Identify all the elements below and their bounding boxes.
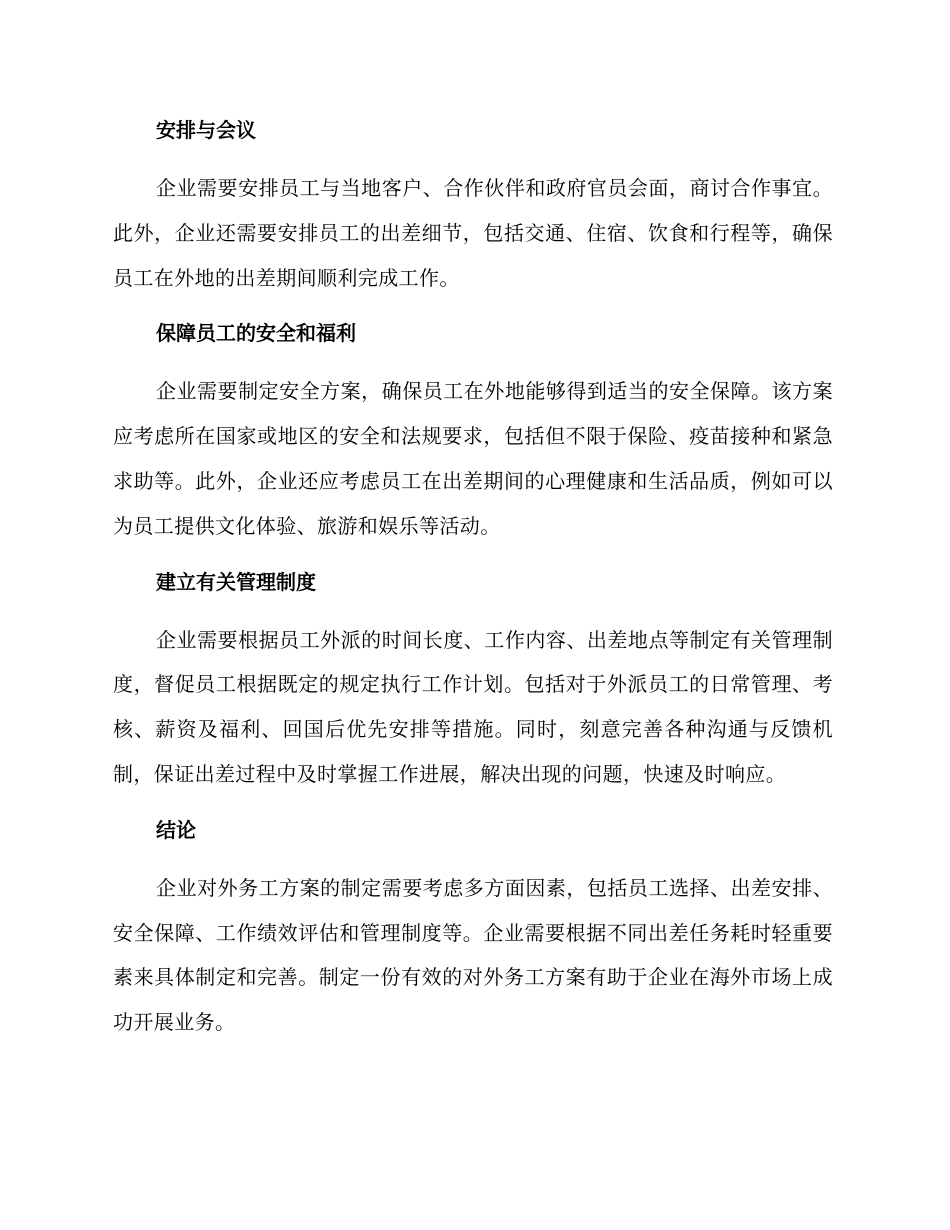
section-paragraph-safety-welfare: 企业需要制定安全方案，确保员工在外地能够得到适当的安全保障。该方案应考虑所在国家或地区的安全和法规要求，包括但不限于保险、疫苗接种和紧急求助等。此外，企业还应考虑员工在出差期间的心理健康和生活品质，例如可以为员工提供文化体验、旅游和娱乐等活动。 [113,379,833,538]
document-page [113,111,833,1045]
section-heading-management-system: 建立有关管理制度 [156,569,316,594]
section-heading-conclusion: 结论 [156,817,196,842]
section-paragraph-arrangements: 企业需要安排员工与当地客户、合作伙伴和政府官员会面，商讨合作事宜。此外，企业还需要安排员工的出差细节，包括交通、住宿、饮食和行程等，确保员工在外地的出差期间顺利完成工作。 [113,176,833,290]
section-paragraph-conclusion: 企业对外务工方案的制定需要考虑多方面因素，包括员工选择、出差安排、安全保障、工作绩效评估和管理制度等。企业需要根据不同出差任务耗时轻重要素来具体制定和完善。制定一份有效的对外务工方案有助于企业在海外市场上成功开展业务。 [113,875,833,1035]
section-heading-arrangements: 安排与会议 [156,118,256,142]
section-heading-safety-welfare: 保障员工的安全和福利 [156,321,356,346]
section-paragraph-management-system: 企业需要根据员工外派的时间长度、工作内容、出差地点等制定有关管理制度，督促员工根据既定的规定执行工作计划。包括对于外派员工的日常管理、考核、薪资及福利、回国后优先安排等措施。同时，刻意完善各种沟通与反馈机制，保证出差过程中及时掌握工作进展，解决出现的问题，快速及时响应。 [113,627,833,786]
